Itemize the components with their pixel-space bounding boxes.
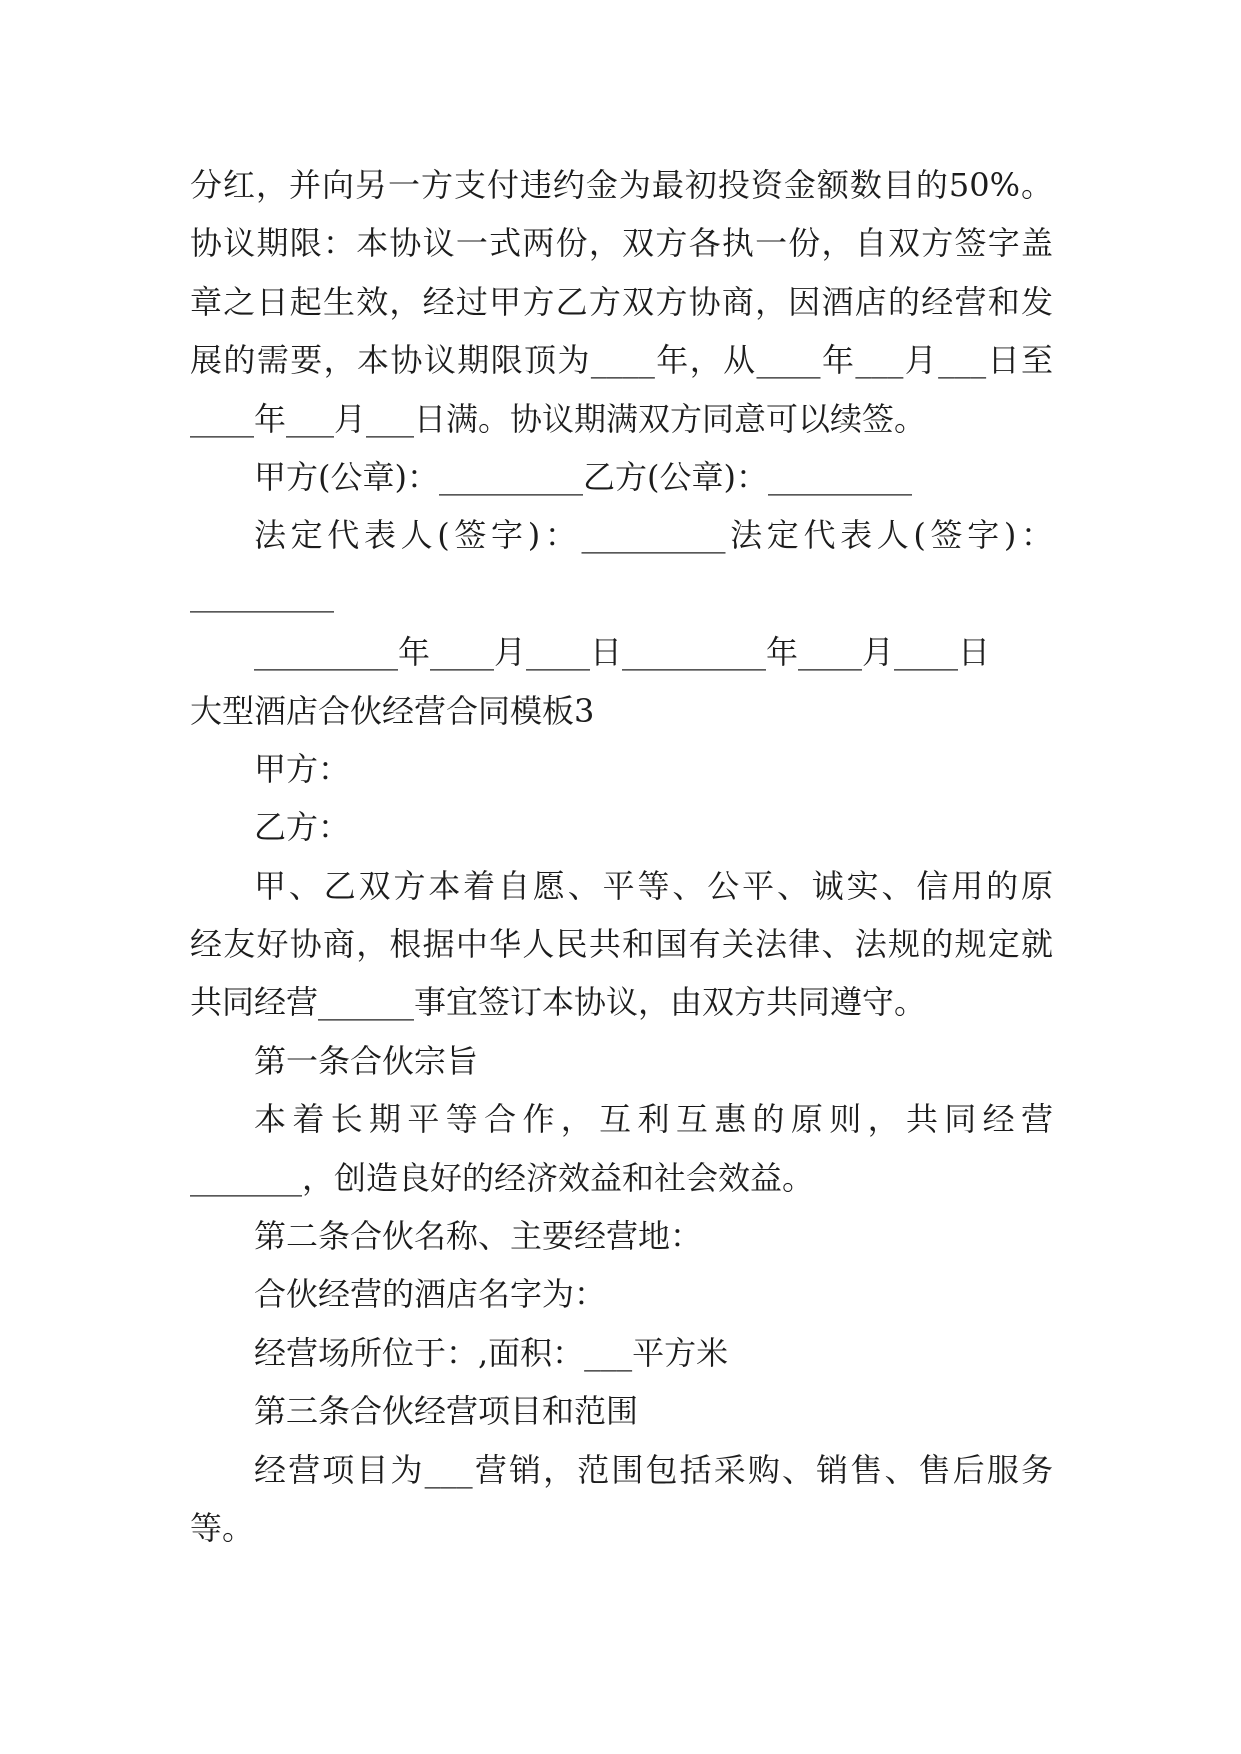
paragraph-line: 共同经营______事宜签订本协议，由双方共同遵守。 [190,983,927,1022]
paragraph-line: 分红，并向另一方支付违约金为最初投资金额数目的50%。 [190,166,1053,204]
paragraph-line: 甲、乙双方本着自愿、平等、公平、诚实、信用的原 [254,866,1053,905]
paragraph-line: 合伙经营的酒店名字为： [254,1275,607,1314]
paragraph-line: 经友好协商，根据中华人民共和国有关法律、法规的规定就 [190,925,1053,964]
section-title: 大型酒店合伙经营合同模板3 [190,691,595,730]
signature-seal-line: 甲方(公章)：_________乙方(公章)：_________ [254,457,912,496]
signature-blank-line: _________ [190,574,334,613]
paragraph-line: 经营场所位于：,面积：___平方米 [254,1333,729,1372]
party-b-line: 乙方： [254,808,351,847]
paragraph-line: 本着长期平等合作，互利互惠的原则，共同经营 [254,1100,1053,1139]
party-a-line: 甲方： [254,749,351,788]
article-heading: 第二条合伙名称、主要经营地： [254,1217,703,1256]
paragraph-line: _______，创造良好的经济效益和社会效益。 [190,1158,815,1197]
signature-date-line: _________年____月____日_________年____月____日 [254,633,991,672]
paragraph-line: 经营项目为___营销，范围包括采购、销售、售后服务 [254,1450,1053,1489]
agreement-term-line: 协议期限：本协议一式两份，双方各执一份，自双方签字盖 [190,224,1053,263]
paragraph-line: 展的需要，本协议期限顶为____年，从____年___月___日至 [190,341,1053,380]
paragraph-line: ____年___月___日满。协议期满双方同意可以续签。 [190,399,927,438]
paragraph-line: 章之日起生效，经过甲方乙方双方协商，因酒店的经营和发 [190,282,1053,321]
document-body [190,156,1053,1557]
article-heading: 第一条合伙宗旨 [254,1041,479,1080]
signature-representative-line: 法定代表人(签字)：_________法定代表人(签字)： [254,516,1053,555]
article-heading: 第三条合伙经营项目和范围 [254,1392,639,1431]
paragraph-line: 等。 [190,1508,255,1547]
